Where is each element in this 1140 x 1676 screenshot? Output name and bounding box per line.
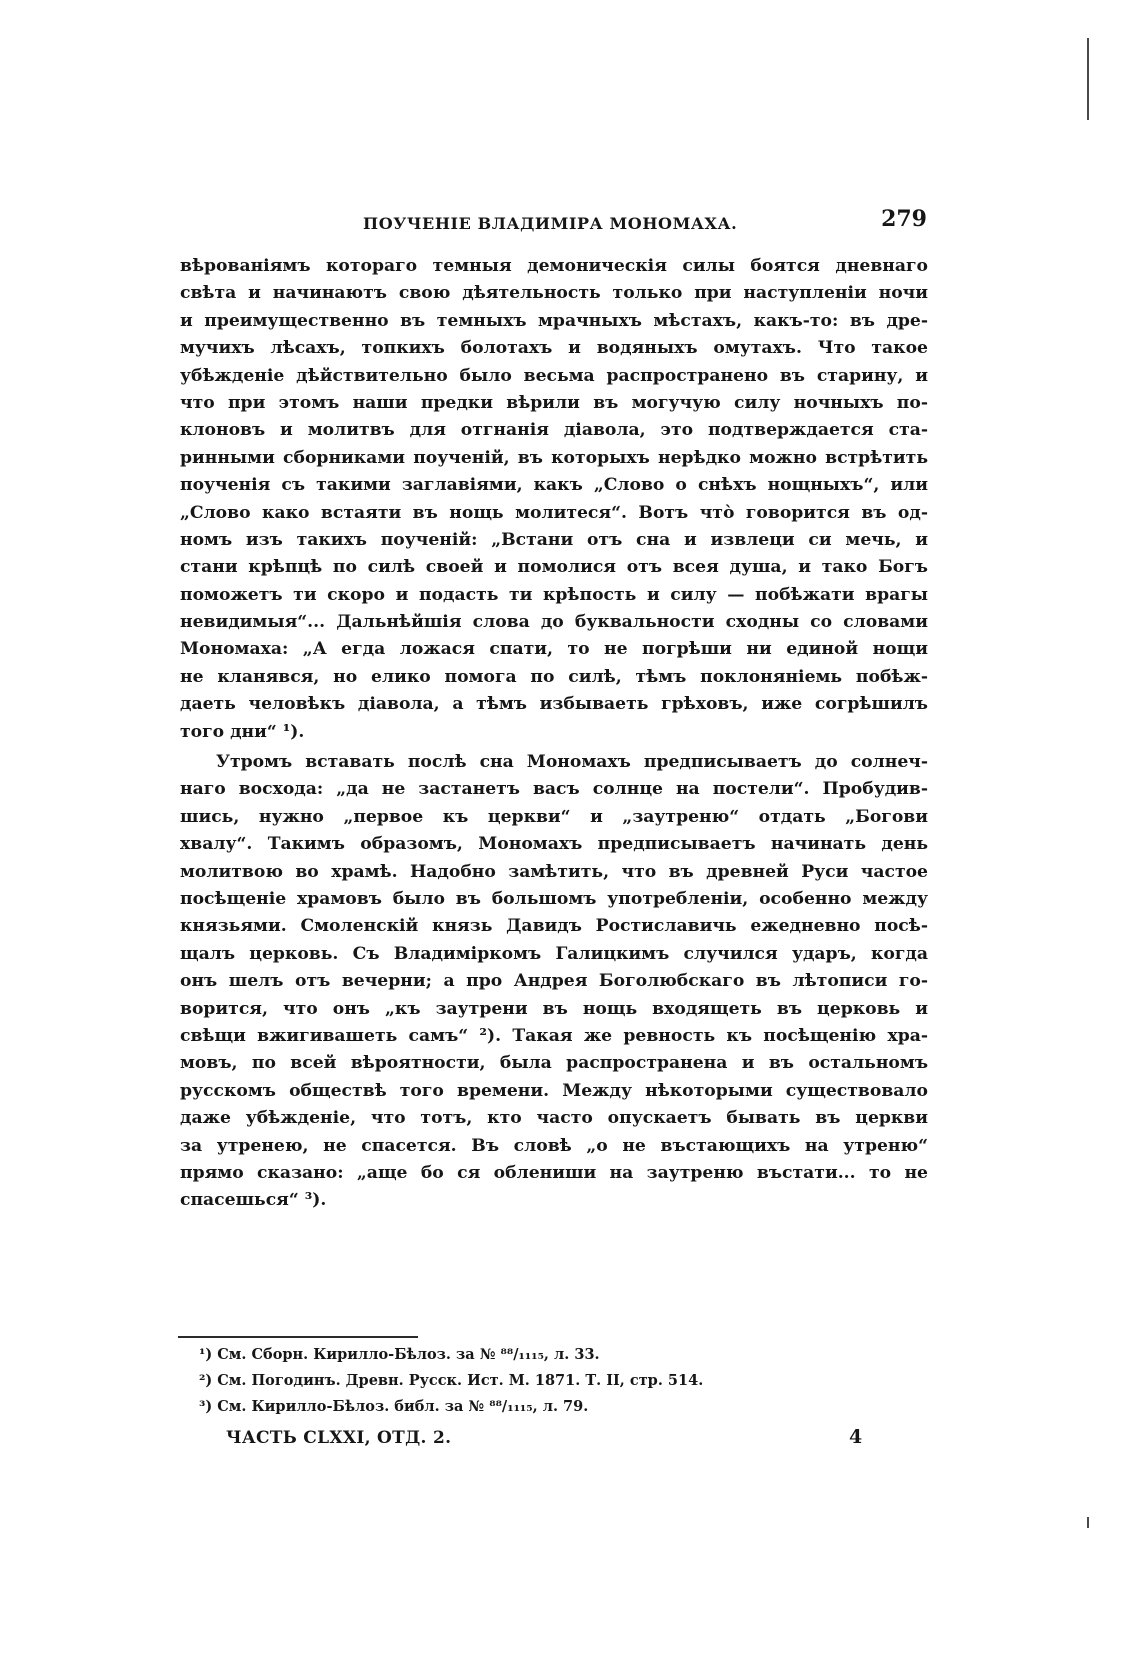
text-line: вѣрованіямъ котораго темныя демоническія силы боятся дневнаго xyxy=(180,256,928,276)
running-head xyxy=(178,208,930,240)
text-line: прямо сказано: „аще бо ся облениши на заутреню въстати... то не xyxy=(180,1162,928,1183)
text-line: свѣщи вжигивашеть самъ“ ²). Такая же ревность къ посѣщенію хра- xyxy=(180,1025,928,1046)
text-line: шись, нужно „первое къ церкви“ и „заутреню“ отдать „Богови xyxy=(180,806,928,827)
text-line: за утренею, не спасется. Въ словѣ „о не въстающихъ на утреню“ xyxy=(180,1135,928,1156)
footnote-3: ³) См. Кирилло-Бѣлоз. библ. за № ⁸⁸/₁₁₁₅, л. 79. xyxy=(199,1398,589,1415)
scan-edge-mark-bottom xyxy=(1087,1517,1089,1528)
text-line: не кланявся, но елико помога по силѣ, тѣмъ поклоняніемь побѣж- xyxy=(180,666,928,687)
footnotes xyxy=(199,1342,939,1420)
text-line: мовъ, по всей вѣроятности, была распространена и въ остальномъ xyxy=(180,1053,928,1074)
text-line: убѣжденіе дѣйствительно было весьма распространено въ старину, и xyxy=(180,365,928,386)
text-line: щалъ церковь. Съ Владимiркомъ Галицкимъ случился ударъ, когда xyxy=(180,943,928,964)
text-line: номъ изъ такихъ поученій: „Встани отъ сна и извлеци си мечь, и xyxy=(180,529,928,550)
footnote-rule xyxy=(178,1336,418,1338)
text-line: Мономаха: „А егда ложася спати, то не погрѣши ни единой нощи xyxy=(180,639,928,660)
text-line: даеть человѣкъ діавола, а тѣмъ избываеть грѣховъ, иже согрѣшилъ xyxy=(180,694,928,715)
text-line: онъ шелъ отъ вечерни; а про Андрея Боголюбскаго въ лѣтописи го- xyxy=(180,971,928,992)
text-line: князьями. Смоленскій князь Давидъ Ростиславичь ежедневно посѣ- xyxy=(180,916,928,937)
text-line: Утромъ вставать послѣ сна Мономахъ предписываетъ до солнеч- xyxy=(216,752,928,773)
text-line: русскомъ обществѣ того времени. Между нѣкоторыми существовало xyxy=(180,1080,928,1101)
text-line: хвалу“. Такимъ образомъ, Мономахъ предписываетъ начинать день xyxy=(180,834,928,855)
text-line: невидимыя“... Дальнѣйшія слова до буквальности сходны со словами xyxy=(180,612,928,633)
text-line: посѣщеніе храмовъ было въ большомъ употребленіи, особенно между xyxy=(180,888,928,909)
scan-edge-mark-top xyxy=(1087,38,1089,120)
text-line: „Слово како встаяти въ нощь молитеся“. Вотъ что̀ говорится въ од- xyxy=(180,502,928,523)
text-line: и преимущественно въ темныхъ мрачныхъ мѣстахъ, какъ-то: въ дре- xyxy=(180,310,928,331)
printer-signature: ЧАСТЬ CLXXI, ОТД. 2. xyxy=(226,1428,452,1448)
text-line: поможетъ ти скоро и подасть ти крѣпость и силу — побѣжати врагы xyxy=(180,584,928,605)
text-line: свѣта и начинаютъ свою дѣятельность только при наступленіи ночи xyxy=(180,283,928,304)
page-number: 279 xyxy=(881,206,927,232)
text-line: клоновъ и молитвъ для отгнанія діавола, это подтверждается ста- xyxy=(180,420,928,441)
text-line: мучихъ лѣсахъ, топкихъ болотахъ и водяныхъ омутахъ. Что такое xyxy=(180,338,928,359)
text-line: что при этомъ наши предки вѣрили въ могучую силу ночныхъ по- xyxy=(180,392,928,413)
running-title: ПОУЧЕНІЕ ВЛАДИМІРА МОНОМАХА. xyxy=(363,214,738,233)
text-line: ринными сборниками поученій, въ которыхъ нерѣдко можно встрѣтить xyxy=(180,447,928,468)
text-line: даже убѣжденіе, что тотъ, кто часто опускаетъ бывать въ церкви xyxy=(180,1108,928,1129)
body-text xyxy=(180,253,928,1215)
text-line: того дни“ ¹). xyxy=(180,721,305,742)
text-line: ворится, что онъ „къ заутрени въ нощь входящеть въ церковь и xyxy=(180,998,928,1019)
text-line: наго восхода: „да не застанетъ васъ солнце на постели“. Пробудив- xyxy=(180,779,928,800)
text-line: спасешься“ ³). xyxy=(180,1190,327,1211)
text-line: поученія съ такими заглавіями, какъ „Слово о снѣхъ нощныхъ“, или xyxy=(180,475,928,496)
footnote-1: ¹) См. Сборн. Кирилло-Бѣлоз. за № ⁸⁸/₁₁₁₅, л. 33. xyxy=(199,1346,600,1363)
text-line: стани крѣпцѣ по силѣ своей и помолися отъ всея душа, и тако Богъ xyxy=(180,557,928,578)
footnote-2: ²) См. Погодинъ. Древн. Русск. Ист. М. 1871. Т. II, стр. 514. xyxy=(199,1372,704,1389)
text-line: молитвою во храмѣ. Надобно замѣтить, что въ древней Руси частое xyxy=(180,861,928,882)
sheet-number: 4 xyxy=(849,1426,863,1448)
